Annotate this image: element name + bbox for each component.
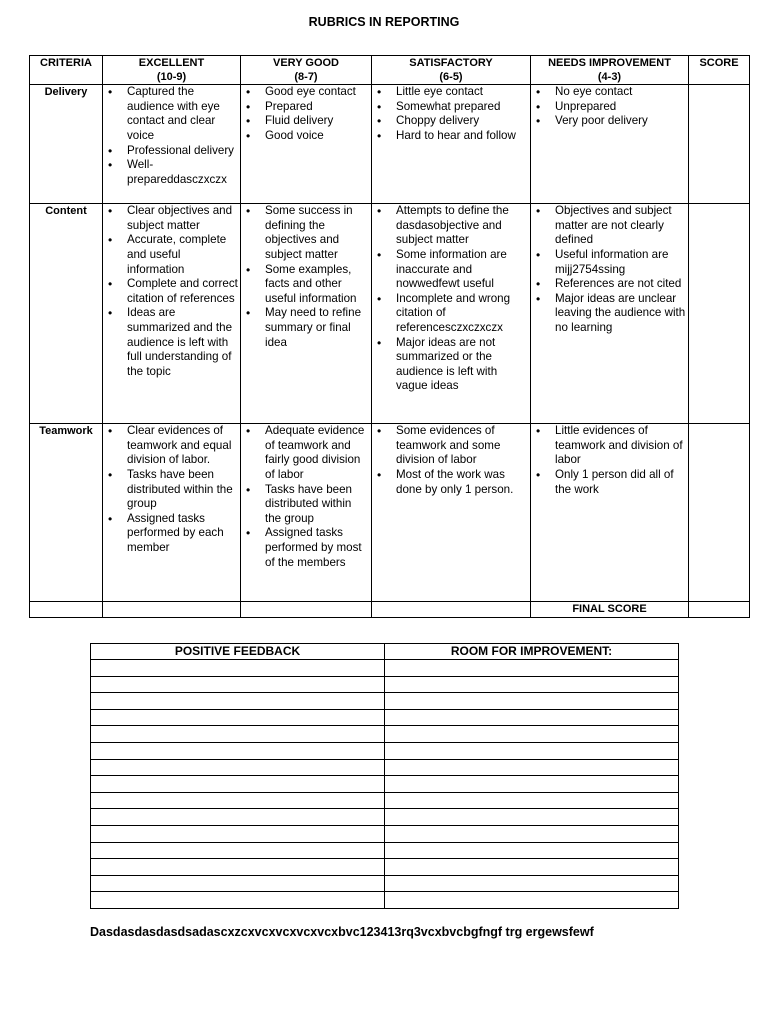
improvement-line[interactable] [385, 825, 679, 842]
list-item: • Incomplete and wrong citation of referencesczxczxczx [372, 292, 530, 336]
positive-feedback-line[interactable] [91, 809, 385, 826]
list-item: • No eye contact [531, 85, 688, 100]
positive-feedback-line[interactable] [91, 709, 385, 726]
list-item: • Assigned tasks performed by each member [103, 512, 240, 556]
feedback-row [91, 892, 679, 909]
list-item: • Complete and correct citation of references [103, 277, 240, 306]
positive-feedback-header: POSITIVE FEEDBACK [91, 644, 385, 660]
document-title: RUBRICS IN REPORTING [308, 15, 460, 29]
header-score [689, 56, 750, 85]
improvement-line[interactable] [385, 809, 679, 826]
cell-satisfactory [372, 85, 531, 204]
cell-very-good [241, 204, 372, 424]
final-score-row [30, 602, 750, 618]
feedback-table [90, 643, 679, 909]
header-very-good [241, 56, 372, 85]
feedback-row [91, 776, 679, 793]
improvement-line[interactable] [385, 875, 679, 892]
list-item: • Good eye contact [241, 85, 371, 100]
improvement-line[interactable] [385, 776, 679, 793]
header-name: CRITERIA [40, 57, 92, 69]
rubric-row-teamwork [30, 424, 750, 602]
cell-excellent [103, 85, 241, 204]
improvement-line[interactable] [385, 842, 679, 859]
rubric-header-row [30, 56, 750, 85]
empty-cell [103, 602, 241, 618]
header-name: EXCELLENT [138, 57, 205, 69]
list-item: • Hard to hear and follow [372, 129, 530, 144]
list-item: • Major ideas are not summarized or the audience is left with vague ideas [372, 336, 530, 394]
feedback-row [91, 859, 679, 876]
list-item: • Some evidences of teamwork and some division of labor [372, 424, 530, 468]
criteria-cell: Content [30, 204, 103, 424]
list-item: • Ideas are summarized and the audience is left with full understanding of the topic [103, 306, 240, 379]
criteria-cell: Delivery [30, 85, 103, 204]
empty-cell [241, 602, 372, 618]
list-item: • References are not cited [531, 277, 688, 292]
cell-excellent [103, 204, 241, 424]
list-item: • Unprepared [531, 100, 688, 115]
header-range: (6-5) [439, 70, 463, 83]
feedback-header-row [91, 644, 679, 660]
header-excellent [103, 56, 241, 85]
feedback-row [91, 875, 679, 892]
positive-feedback-line[interactable] [91, 759, 385, 776]
list-item: • Some success in defining the objectives and subject matter [241, 204, 371, 262]
positive-feedback-line[interactable] [91, 660, 385, 677]
empty-cell [30, 602, 103, 618]
feedback-row [91, 742, 679, 759]
positive-feedback-line[interactable] [91, 693, 385, 710]
score-cell[interactable] [689, 204, 750, 424]
feedback-row [91, 809, 679, 826]
header-name: SATISFACTORY [409, 57, 493, 69]
list-item: • Very poor delivery [531, 114, 688, 129]
positive-feedback-line[interactable] [91, 842, 385, 859]
improvement-line[interactable] [385, 859, 679, 876]
header-name: VERY GOOD [272, 57, 340, 69]
cell-needs-improvement [531, 85, 689, 204]
feedback-row [91, 726, 679, 743]
feedback-row [91, 660, 679, 677]
header-range: (10-9) [156, 70, 187, 83]
room-for-improvement-header: ROOM FOR IMPROVEMENT: [385, 644, 679, 660]
improvement-line[interactable] [385, 660, 679, 677]
final-score-label: FINAL SCORE [531, 602, 689, 618]
list-item: • Some examples, facts and other useful information [241, 263, 371, 307]
positive-feedback-line[interactable] [91, 825, 385, 842]
list-item: • Somewhat prepared [372, 100, 530, 115]
feedback-row [91, 842, 679, 859]
rubric-row-content [30, 204, 750, 424]
list-item: • Tasks have been distributed within the group [103, 468, 240, 512]
improvement-line[interactable] [385, 709, 679, 726]
final-score-cell[interactable] [689, 602, 750, 618]
list-item: • Assigned tasks performed by most of the members [241, 526, 371, 570]
list-item: • Little evidences of teamwork and division of labor [531, 424, 688, 468]
rubric-row-delivery [30, 85, 750, 204]
list-item: • Choppy delivery [372, 114, 530, 129]
list-item: • Captured the audience with eye contact and clear voice [103, 85, 240, 143]
list-item: • Objectives and subject matter are not clearly defined [531, 204, 688, 248]
header-range: (8-7) [294, 70, 318, 83]
cell-very-good [241, 424, 372, 602]
positive-feedback-line[interactable] [91, 776, 385, 793]
positive-feedback-line[interactable] [91, 859, 385, 876]
header-name: SCORE [699, 57, 739, 69]
cell-satisfactory [372, 204, 531, 424]
positive-feedback-line[interactable] [91, 726, 385, 743]
positive-feedback-line[interactable] [91, 742, 385, 759]
footer-text: Dasdasdasdasdsadascxzcxvcxvcxvcxvcxbvc123413rq3vcxbvcbgfngf trg ergewsfewf [90, 925, 594, 939]
feedback-row [91, 709, 679, 726]
list-item: • Only 1 person did all of the work [531, 468, 688, 497]
feedback-row [91, 792, 679, 809]
list-item: • Clear objectives and subject matter [103, 204, 240, 233]
list-item: • May need to refine summary or final idea [241, 306, 371, 350]
header-range: (4-3) [597, 70, 622, 83]
improvement-line[interactable] [385, 759, 679, 776]
score-cell[interactable] [689, 85, 750, 204]
feedback-row [91, 676, 679, 693]
list-item: • Some information are inaccurate and nowwedfewt useful [372, 248, 530, 292]
positive-feedback-line[interactable] [91, 892, 385, 909]
list-item: • Clear evidences of teamwork and equal division of labor. [103, 424, 240, 468]
improvement-line[interactable] [385, 726, 679, 743]
positive-feedback-line[interactable] [91, 676, 385, 693]
list-item: • Major ideas are unclear leaving the audience with no learning [531, 292, 688, 336]
list-item: • Good voice [241, 129, 371, 144]
list-item: • Adequate evidence of teamwork and fairly good division of labor [241, 424, 371, 482]
cell-excellent [103, 424, 241, 602]
improvement-line[interactable] [385, 693, 679, 710]
improvement-line[interactable] [385, 792, 679, 809]
list-item: • Tasks have been distributed within the group [241, 483, 371, 527]
header-needs-improvement [531, 56, 689, 85]
list-item: • Accurate, complete and useful information [103, 233, 240, 277]
feedback-row [91, 693, 679, 710]
list-item: • Well-prepareddasczxczx [103, 158, 240, 187]
criteria-cell: Teamwork [30, 424, 103, 602]
positive-feedback-line[interactable] [91, 875, 385, 892]
cell-needs-improvement [531, 424, 689, 602]
list-item: • Prepared [241, 100, 371, 115]
list-item: • Professional delivery [103, 144, 240, 159]
feedback-row [91, 825, 679, 842]
feedback-row [91, 759, 679, 776]
header-satisfactory [372, 56, 531, 85]
improvement-line[interactable] [385, 676, 679, 693]
cell-very-good [241, 85, 372, 204]
empty-cell [372, 602, 531, 618]
list-item: • Little eye contact [372, 85, 530, 100]
cell-satisfactory [372, 424, 531, 602]
positive-feedback-line[interactable] [91, 792, 385, 809]
header-name: NEEDS IMPROVEMENT [548, 57, 671, 69]
rubric-table [29, 55, 750, 618]
list-item: • Most of the work was done by only 1 person. [372, 468, 530, 497]
list-item: • Fluid delivery [241, 114, 371, 129]
list-item: • Useful information are mijj2754ssing [531, 248, 688, 277]
improvement-line[interactable] [385, 892, 679, 909]
list-item: • Attempts to define the dasdasobjective and subject matter [372, 204, 530, 248]
improvement-line[interactable] [385, 742, 679, 759]
score-cell[interactable] [689, 424, 750, 602]
cell-needs-improvement [531, 204, 689, 424]
header-criteria [30, 56, 103, 85]
